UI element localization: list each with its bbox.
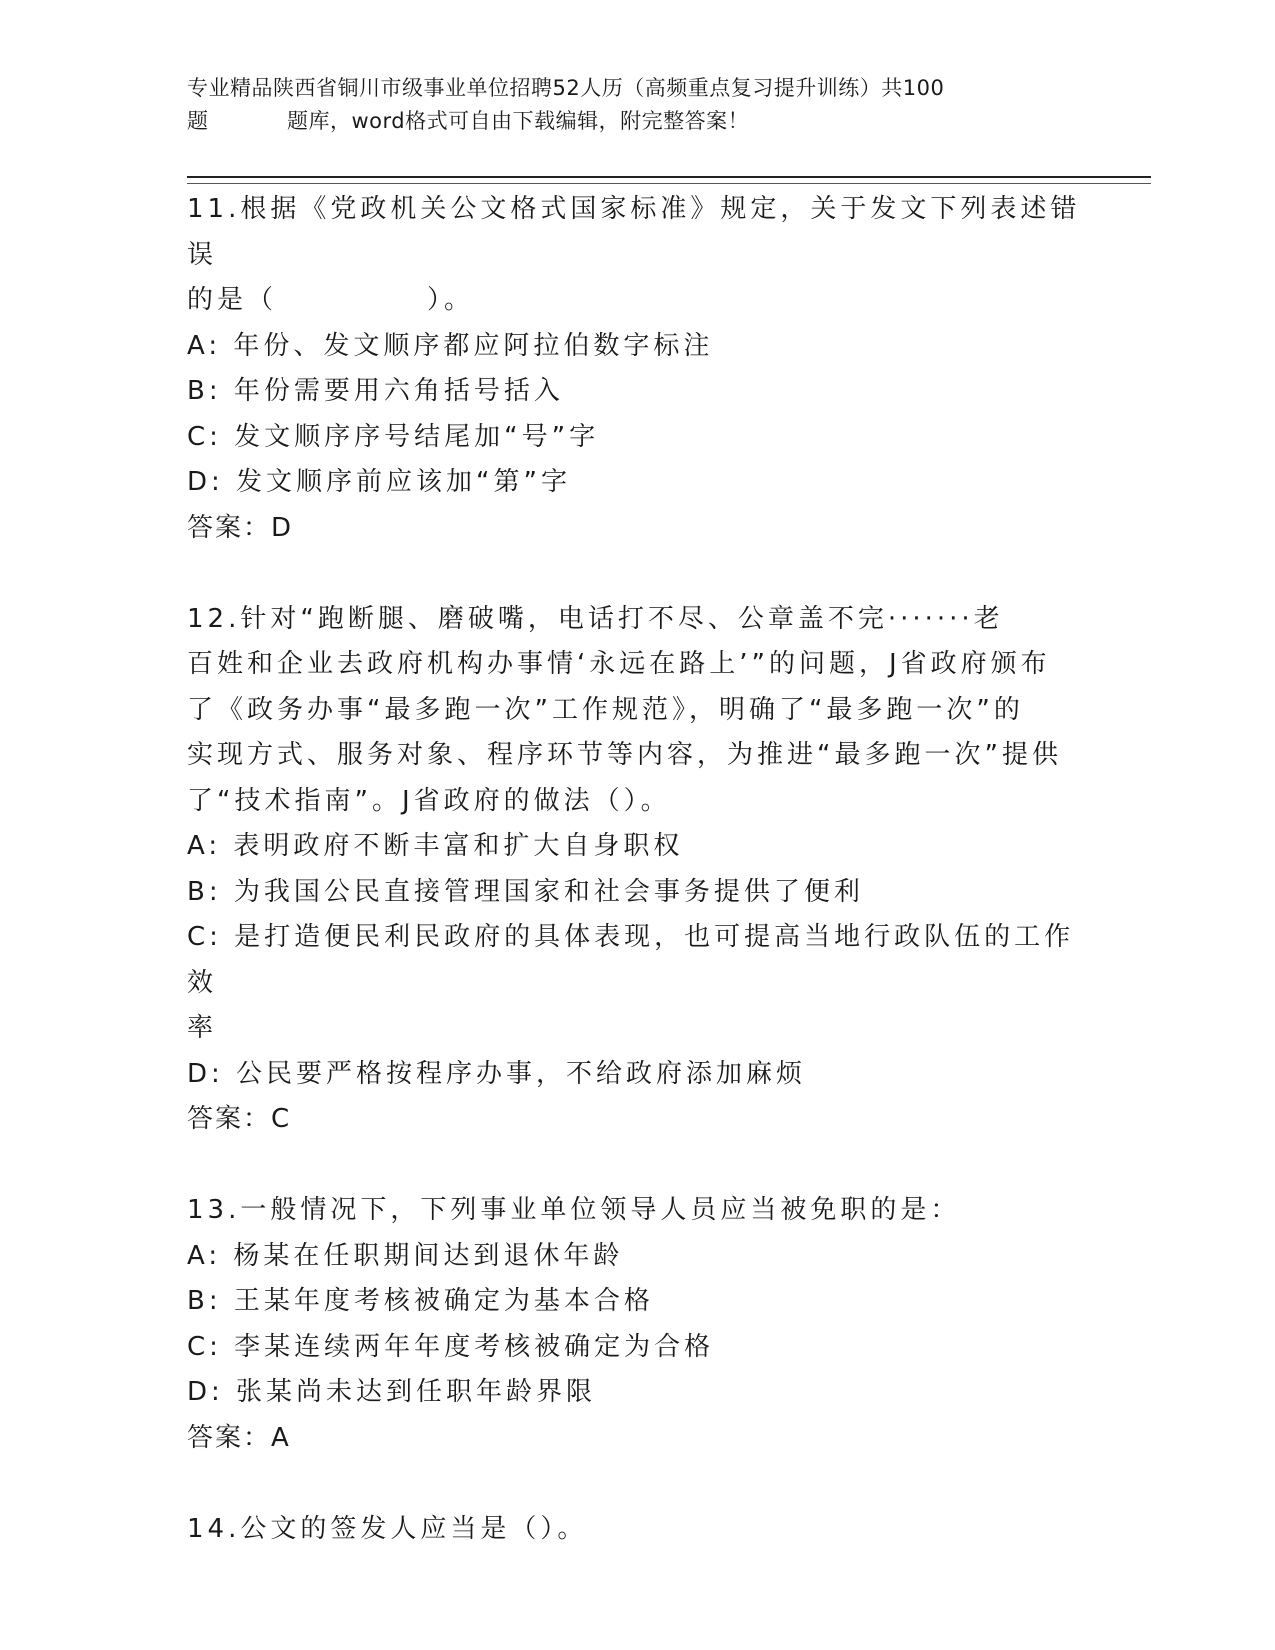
question-stem: 了《政务办事“最多跑一次”工作规范》，明确了“最多跑一次”的 bbox=[187, 694, 1024, 725]
question-stem: 的是（ ）。 bbox=[187, 285, 475, 315]
option-d: D: 公民要严格按程序办事，不给政府添加麻烦 bbox=[187, 1058, 807, 1089]
question-stem: 13.一般情况下，下列事业单位领导人员应当被免职的是： bbox=[187, 1195, 961, 1225]
option-c: C: 是打造便民利民政府的具体表现，也可提高当地行政队伍的工作效 bbox=[187, 922, 1075, 998]
option-a: A: 年份、发文顺序都应阿拉伯数字标注 bbox=[187, 330, 714, 361]
option-c: C: 李某连续两年年度考核被确定为合格 bbox=[187, 1331, 715, 1362]
question-stem: 14.公文的签发人应当是（）。 bbox=[187, 1513, 588, 1544]
header-rule-thin bbox=[187, 183, 1151, 184]
spacer bbox=[187, 551, 1087, 597]
header-line-2-right: 题库，word格式可自由下载编辑，附完整答案！ bbox=[287, 109, 750, 133]
option-b: B: 年份需要用六角括号括入 bbox=[187, 376, 564, 406]
option-c: C: 发文顺序序号结尾加“号”字 bbox=[187, 421, 600, 452]
header-line-2 bbox=[187, 105, 1067, 138]
option-a: A: 表明政府不断丰富和扩大自身职权 bbox=[187, 831, 684, 861]
question-stem: 百姓和企业去政府机构办事情‘永远在路上’”的问题，J省政府颁布 bbox=[187, 649, 1051, 679]
option-b: B: 为我国公民直接管理国家和社会事务提供了便利 bbox=[187, 876, 864, 907]
spacer bbox=[187, 1143, 1087, 1189]
answer-line: 答案：A bbox=[187, 1422, 291, 1453]
question-13 bbox=[187, 1188, 1087, 1461]
header-line-1: 专业精品陕西省铜川市级事业单位招聘52人历（高频重点复习提升训练）共100 bbox=[187, 76, 945, 100]
option-b: B: 王某年度考核被确定为基本合格 bbox=[187, 1286, 654, 1316]
question-11 bbox=[187, 187, 1087, 551]
question-stem: 实现方式、服务对象、程序环节等内容，为推进“最多跑一次”提供 bbox=[187, 740, 1062, 770]
question-stem: 了“技术指南”。J省政府的做法（）。 bbox=[187, 785, 671, 816]
option-a: A: 杨某在任职期间达到退休年龄 bbox=[187, 1240, 624, 1271]
answer-line: 答案：C bbox=[187, 1104, 292, 1134]
header-line-2-left: 题 bbox=[187, 109, 209, 133]
question-stem: 12.针对“跑断腿、磨破嘴，电话打不尽、公章盖不完·······老 bbox=[187, 603, 1004, 634]
question-12 bbox=[187, 597, 1087, 1143]
question-list bbox=[187, 187, 1087, 1552]
question-14 bbox=[187, 1507, 1087, 1553]
header-rule-thick bbox=[187, 176, 1151, 178]
option-c-continued: 率 bbox=[187, 1013, 218, 1043]
option-d: D: 发文顺序前应该加“第”字 bbox=[187, 467, 571, 497]
question-stem: 11.根据《党政机关公文格式国家标准》规定，关于发文下列表述错误 bbox=[187, 194, 1081, 270]
spacer bbox=[187, 1461, 1087, 1507]
option-d: D: 张某尚未达到任职年龄界限 bbox=[187, 1377, 597, 1407]
page-header bbox=[187, 72, 1067, 138]
answer-line: 答案：D bbox=[187, 512, 294, 543]
